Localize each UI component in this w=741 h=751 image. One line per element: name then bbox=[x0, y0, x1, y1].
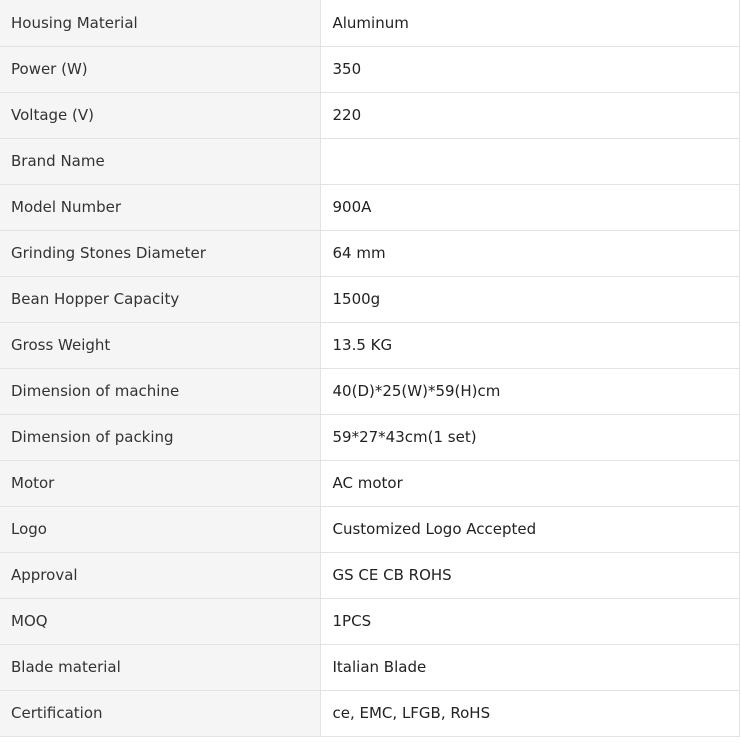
table-row bbox=[0, 92, 740, 138]
row-value: Customized Logo Accepted bbox=[320, 506, 740, 552]
row-value: 1500g bbox=[320, 276, 740, 322]
row-value: 40(D)*25(W)*59(H)cm bbox=[320, 368, 740, 414]
row-value: Aluminum bbox=[320, 0, 740, 46]
row-value bbox=[320, 138, 740, 184]
row-label: Dimension of packing bbox=[0, 414, 320, 460]
table-row bbox=[0, 322, 740, 368]
table-row bbox=[0, 598, 740, 644]
row-value: AC motor bbox=[320, 460, 740, 506]
row-label: Power (W) bbox=[0, 46, 320, 92]
row-label: Grinding Stones Diameter bbox=[0, 230, 320, 276]
table-row bbox=[0, 138, 740, 184]
row-value: 13.5 KG bbox=[320, 322, 740, 368]
row-value: 220 bbox=[320, 92, 740, 138]
row-value: 64 mm bbox=[320, 230, 740, 276]
row-label: Gross Weight bbox=[0, 322, 320, 368]
row-label: Certification bbox=[0, 690, 320, 736]
row-label: Blade material bbox=[0, 644, 320, 690]
table-row bbox=[0, 0, 740, 46]
row-value: 59*27*43cm(1 set) bbox=[320, 414, 740, 460]
row-value: Italian Blade bbox=[320, 644, 740, 690]
table-row bbox=[0, 276, 740, 322]
table-row bbox=[0, 690, 740, 736]
row-value: 1PCS bbox=[320, 598, 740, 644]
table-row bbox=[0, 460, 740, 506]
row-value: 900A bbox=[320, 184, 740, 230]
row-label: MOQ bbox=[0, 598, 320, 644]
row-label: Approval bbox=[0, 552, 320, 598]
row-label: Dimension of machine bbox=[0, 368, 320, 414]
row-value: ce, EMC, LFGB, RoHS bbox=[320, 690, 740, 736]
table-row bbox=[0, 414, 740, 460]
row-label: Logo bbox=[0, 506, 320, 552]
table-row bbox=[0, 230, 740, 276]
table-row bbox=[0, 644, 740, 690]
row-value: GS CE CB ROHS bbox=[320, 552, 740, 598]
row-label: Bean Hopper Capacity bbox=[0, 276, 320, 322]
table-row bbox=[0, 368, 740, 414]
row-label: Model Number bbox=[0, 184, 320, 230]
table-row bbox=[0, 184, 740, 230]
row-label: Motor bbox=[0, 460, 320, 506]
row-label: Brand Name bbox=[0, 138, 320, 184]
table-row bbox=[0, 46, 740, 92]
row-label: Housing Material bbox=[0, 0, 320, 46]
row-label: Voltage (V) bbox=[0, 92, 320, 138]
row-value: 350 bbox=[320, 46, 740, 92]
table-row bbox=[0, 506, 740, 552]
table-row bbox=[0, 552, 740, 598]
